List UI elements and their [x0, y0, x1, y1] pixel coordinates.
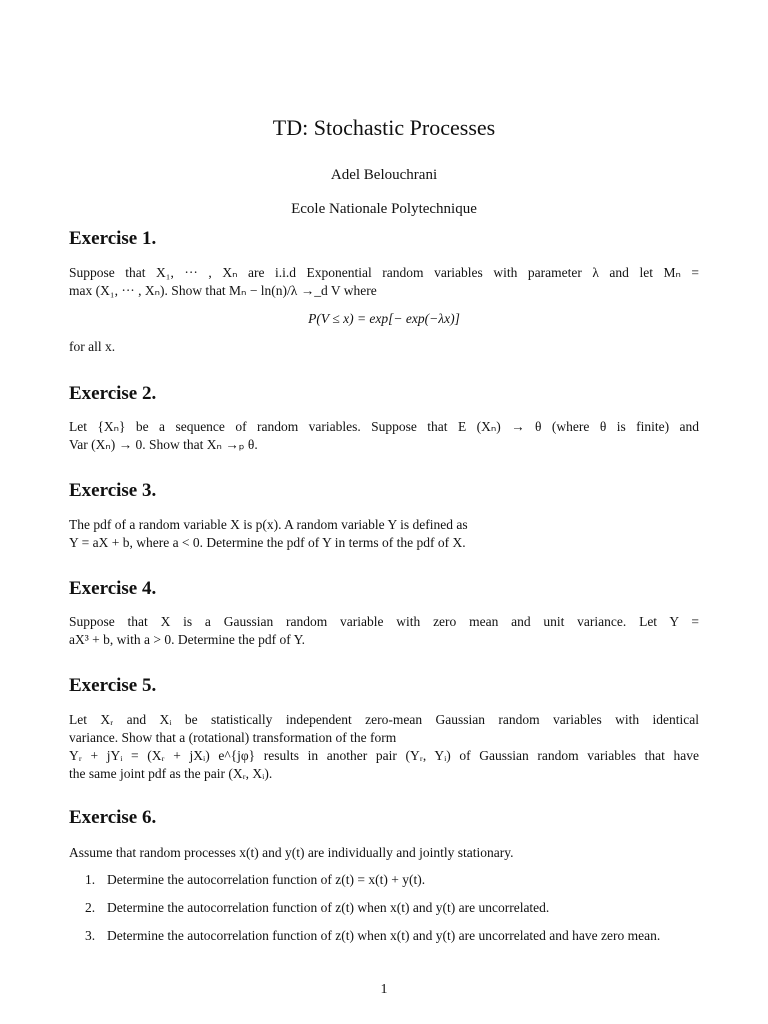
exercise-4-line-1: Suppose that X is a Gaussian random variable with zero mean and unit variance. Let Y = [69, 614, 699, 629]
exercise-2-line-1: Let {Xₙ} be a sequence of random variables. Suppose that E (Xₙ) → θ (where θ is finite) and [69, 419, 699, 434]
list-item-number: 1. [85, 872, 96, 887]
list-item [85, 927, 699, 945]
list-item-number: 2. [85, 900, 96, 915]
list-item-number: 3. [85, 928, 96, 943]
exercise-5-line-4: the same joint pdf as the pair (Xᵣ, Xᵢ). [69, 766, 273, 781]
exercise-5-text [69, 711, 699, 783]
exercise-3-text [69, 516, 699, 552]
exercise-1-after-line: for all x. [69, 339, 116, 354]
exercise-5-line-1: Let Xᵣ and Xᵢ be statistically independent zero-mean Gaussian random variables with identical [69, 712, 699, 727]
document-title: TD: Stochastic Processes [272, 115, 496, 140]
exercise-3-heading: Exercise 3. [69, 480, 157, 501]
exercise-1-text [69, 264, 699, 300]
author-name: Adel Belouchrani [330, 167, 438, 183]
exercise-6-list [85, 871, 699, 955]
exercise-5-line-2: variance. Show that a (rotational) transformation of the form [69, 730, 397, 745]
exercise-2-heading: Exercise 2. [69, 383, 157, 404]
exercise-1-after [69, 338, 699, 356]
list-item [85, 871, 699, 889]
exercise-4-text [69, 613, 699, 649]
exercise-1-line-2: max (X₁, ··· , Xₙ). Show that Mₙ − ln(n)/λ →_d V where [69, 283, 377, 298]
list-item [85, 899, 699, 917]
list-item-text: Determine the autocorrelation function of z(t) when x(t) and y(t) are uncorrelated and have zero mean. [107, 928, 661, 943]
exercise-5-heading: Exercise 5. [69, 675, 157, 696]
exercise-4-line-2: aX³ + b, with a > 0. Determine the pdf of Y. [69, 632, 305, 647]
page-number: 1 [380, 982, 388, 997]
exercise-6-heading: Exercise 6. [69, 807, 157, 828]
exercise-5-line-3: Yᵣ + jYᵢ = (Xᵣ + jXᵢ) e^{jφ} results in another pair (Yᵣ, Yᵢ) of Gaussian random variables that have [69, 748, 699, 763]
exercise-2-line-2: Var (Xₙ) → 0. Show that Xₙ →ₚ θ. [69, 437, 258, 452]
exercise-6-line-1: Assume that random processes x(t) and y(t) are individually and jointly stationary. [69, 845, 514, 860]
exercise-3-line-1: The pdf of a random variable X is p(x). A random variable Y is defined as [69, 517, 468, 532]
exercise-3-line-2: Y = aX + b, where a < 0. Determine the pdf of Y in terms of the pdf of X. [69, 535, 466, 550]
exercise-4-heading: Exercise 4. [69, 578, 157, 599]
exercise-1-line-1: Suppose that X₁, ··· , Xₙ are i.i.d Exponential random variables with parameter λ and let Mₙ = [69, 265, 699, 280]
exercise-6-text [69, 844, 699, 862]
list-item-text: Determine the autocorrelation function of z(t) = x(t) + y(t). [107, 872, 426, 887]
institution-name: Ecole Nationale Polytechnique [291, 201, 477, 217]
exercise-2-text [69, 418, 699, 454]
exercise-1-heading: Exercise 1. [69, 228, 157, 249]
exercise-1-equation: P(V ≤ x) = exp[− exp(−λx)] [308, 311, 460, 326]
list-item-text: Determine the autocorrelation function of z(t) when x(t) and y(t) are uncorrelated. [107, 900, 550, 915]
